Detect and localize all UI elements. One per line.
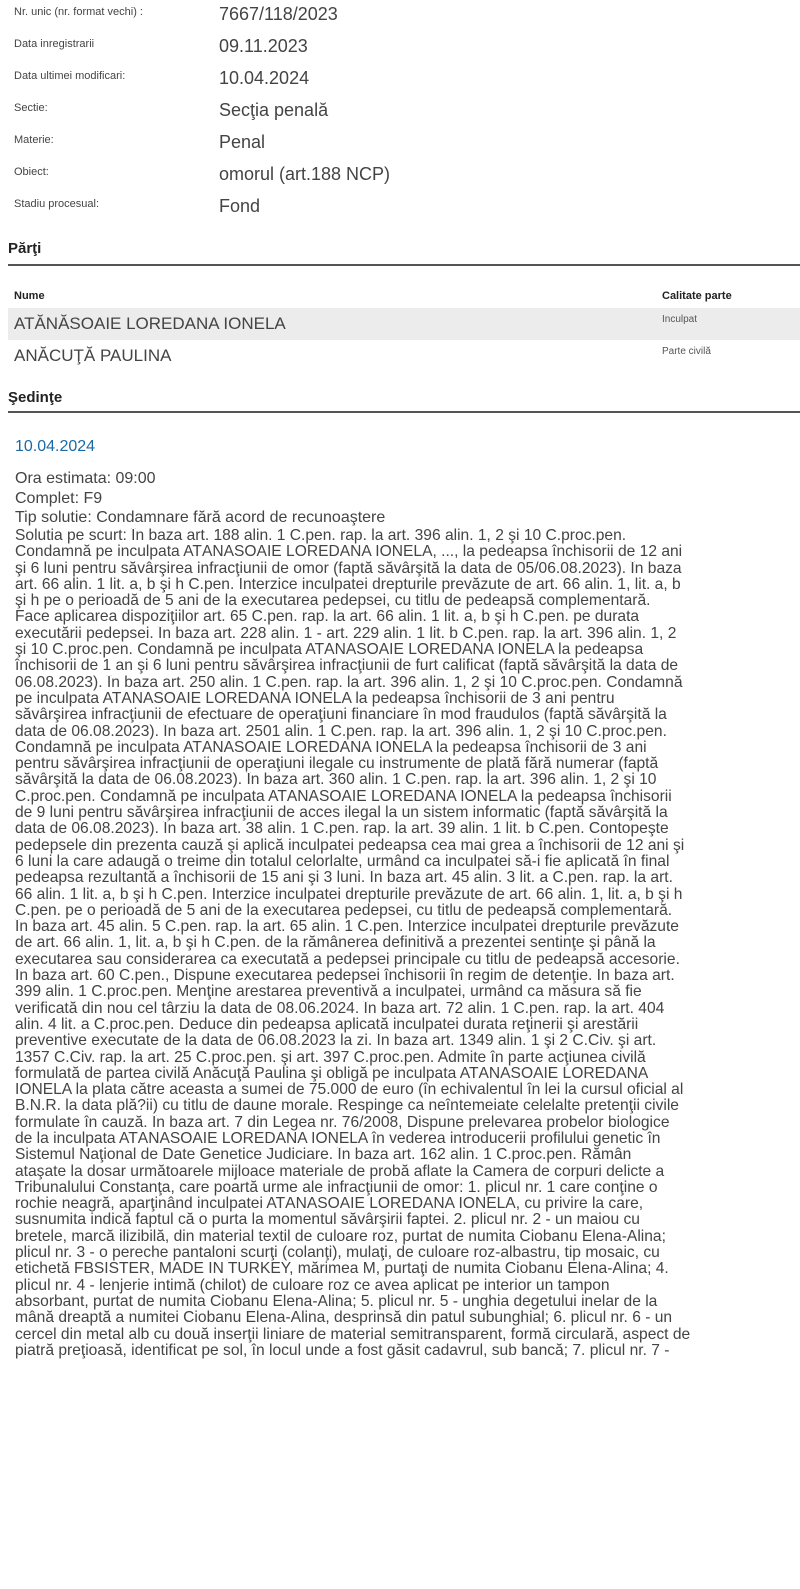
- party-row: [8, 308, 800, 340]
- solution-line: data de 06.08.2023). În baza art. 38 alin. 1 C.pen. rap. la art. 39 alin. 1 lit. b C.pen. Contopeşte: [15, 821, 669, 838]
- solution-line: 399 alin. 1 C.proc.pen. Menţine arestarea preventivă a inculpatei, urmând ca măsura să fie: [15, 984, 642, 1001]
- hearing-time: Ora estimata: 09:00: [15, 470, 156, 487]
- solution-line: Condamnă pe inculpata ATĂNĂSOAIE LOREDANA IONELA la pedeapsa închisorii de 3 ani: [15, 739, 647, 756]
- info-row-last-modified: [0, 64, 800, 96]
- solution-line: piatră preţioasă, identificat pe sol, în locul unde a fost găsit cadavrul, sub bancă; 7. plicul nr. 7 -: [15, 1342, 670, 1359]
- solution-line: pedeapsa rezultantă a închisorii de 15 ani şi 3 luni. În baza art. 45 alin. 3 lit. a C.pen. rap. la art.: [15, 870, 673, 887]
- hearing-solution-text: [15, 528, 800, 1359]
- solution-line: 6 luni la care adaugă o treime din totalul celorlalte, urmând ca inculpatei să-i fie aplicată în final: [15, 853, 670, 870]
- solution-line: plicul nr. 3 - o pereche pantaloni scurţi (colanţi), mulaţi, de culoare roz-albastru, tip mosaic, cu: [15, 1245, 660, 1262]
- solution-line: şi h pe o perioadă de 5 ani de la executarea pedepsei, cu titlu de pedeapsă complementară.: [15, 593, 651, 610]
- solution-line: Face aplicarea dispoziţiilor art. 65 C.pen. rap. la art. 66 alin. 1 lit. a, b şi h C.pen. pe durata: [15, 609, 640, 626]
- solution-line: C.pen. pe o perioadă de 5 ani de la executarea pedepsei, cu titlu de pedeapsă complementară.: [15, 902, 673, 919]
- bottom-fade: [0, 1569, 800, 1589]
- solution-line: de 9 luni pentru săvârşirea infracţiunii de acces ilegal la un sistem informatic (faptă săvârşită la: [15, 805, 668, 822]
- solution-line: Tribunalului Constanţa, care poartă urme ale infracţiunii de omor: 1. plicul nr. 1 care conţine o: [15, 1179, 658, 1196]
- solution-line: săvârşită la data de 06.08.2023). În baza art. 360 alin. 1 C.pen. rap. la art. 396 alin. 1, 2 şi 10: [15, 772, 657, 789]
- solution-line: 66 alin. 1 lit. a, b şi h C.pen. Interzice inculpatei drepturile prevăzute de art. 66 alin. 1, lit. a, b şi h: [15, 886, 683, 903]
- solution-line: rochie neagră, aparţinând inculpatei ATĂNĂSOAIE LOREDANA IONELA, cu privire la care,: [15, 1196, 644, 1213]
- info-value: Secţia penală: [219, 100, 329, 120]
- hearings-divider: [8, 411, 800, 413]
- party-name: ATĂNĂSOAIE LOREDANA IONELA: [14, 314, 286, 333]
- party-role: Parte civilă: [662, 346, 711, 357]
- solution-line: art. 66 alin. 1 lit. a, b şi h C.pen. Interzice inculpatei drepturile prevăzute de art. 66 alin. 1, lit. a, b: [15, 576, 681, 593]
- info-row-section: [0, 96, 800, 128]
- info-row-procedural-stage: [0, 192, 800, 224]
- solution-line: Sistemul Naţional de Date Genetice Judiciare. În baza art. 162 alin. 1 C.proc.pen. Rămân: [15, 1147, 632, 1164]
- hearing-date-link[interactable]: 10.04.2024: [15, 438, 96, 455]
- party-name: ANĂCUŢĂ PAULINA: [14, 346, 172, 365]
- solution-line: formulate în cauză. În baza art. 7 din Legea nr. 76/2008, Dispune prelevarea probelor biologice: [15, 1114, 670, 1131]
- parties-col-role-header: Calitate parte: [662, 290, 732, 302]
- info-label: Data inregistrarii: [14, 38, 95, 50]
- info-label: Stadiu procesual:: [14, 198, 99, 210]
- solution-line: etichetă FBSISTER, MADE IN TURKEY, mărimea M, purtaţi de numita Ciobanu Elena-Alina; 4.: [15, 1261, 669, 1278]
- solution-line: 06.08.2023). În baza art. 250 alin. 1 C.pen. rap. la art. 396 alin. 1, 2 şi 10 C.proc.pen. Condamnă: [15, 674, 683, 691]
- info-row-case-number: [0, 0, 800, 32]
- solution-line: cercel din metal alb cu două inserţii liniare de material semitransparent, formă circulară, aspect de: [15, 1326, 691, 1343]
- info-value: omorul (art.188 NCP): [219, 164, 391, 184]
- party-row: [8, 340, 800, 372]
- solution-line: pentru săvârşirea infracţiunii de operaţiuni ilegale cu instrumente de plată fără numerar (faptă: [15, 756, 659, 773]
- solution-line: pe inculpata ATĂNĂSOAIE LOREDANA IONELA la pedeapsa închisorii de 3 ani pentru: [15, 690, 615, 707]
- info-row-matter: [0, 128, 800, 160]
- parties-section-title: Părţi: [8, 240, 42, 257]
- info-value: Penal: [219, 132, 266, 152]
- solution-line: de la inculpata ATĂNĂSOAIE LOREDANA IONELA în vederea introducerii profilului genetic în: [15, 1130, 661, 1147]
- info-value: 10.04.2024: [219, 68, 310, 88]
- solution-line: alin. 4 lit. a C.proc.pen. Deduce din pedeapsa aplicată inculpatei durata reţinerii şi arestării: [15, 1016, 639, 1033]
- solution-line: plicul nr. 4 - lenjerie intimă (chilot) de culoare roz ce avea aplicat pe interior un tampon: [15, 1277, 610, 1294]
- solution-line: şi 6 luni pentru săvârşirea infracţiunii de omor (faptă săvârşită la data de 05/06.08.2023). În baza: [15, 560, 682, 577]
- solution-line: data de 06.08.2023). În baza art. 2501 alin. 1 C.pen. rap. la art. 396 alin. 1, 2 şi 10 C.proc.pen.: [15, 723, 667, 740]
- info-label: Nr. unic (nr. format vechi) :: [14, 6, 143, 18]
- solution-line: C.proc.pen. Condamnă pe inculpata ATĂNĂSOAIE LOREDANA IONELA la pedeapsa închisorii: [15, 788, 672, 805]
- solution-line: executării pedepsei. În baza art. 228 alin. 1 - art. 229 alin. 1 lit. b C.pen. rap. la art. 396 alin. 1, 2: [15, 625, 677, 642]
- info-label: Sectie:: [14, 102, 48, 114]
- solution-line: ataşate la dosar următoarele mijloace materiale de probă aflate la Camera de corpuri delicte a: [15, 1163, 665, 1180]
- info-row-object: [0, 160, 800, 192]
- solution-line: verificată din nou cel târziu la data de 08.06.2024. În baza art. 72 alin. 1 C.pen. rap. la art. 404: [15, 1000, 665, 1017]
- solution-line: formulată de partea civilă Anăcuţă Paulina şi obligă pe inculpata ATĂNĂSOAIE LOREDANA: [15, 1065, 649, 1082]
- solution-line: Solutia pe scurt: În baza art. 188 alin. 1 C.pen. rap. la art. 396 alin. 1, 2 şi 10 C.proc.pen.: [15, 528, 627, 544]
- solution-line: IONELA la plata către aceasta a sumei de 75.000 de euro (în echivalentul în lei la cursul oficial al: [15, 1082, 684, 1099]
- party-role: Inculpat: [662, 314, 698, 325]
- solution-line: susnumita indică faptul că o purta la momentul săvârşirii faptei. 2. plicul nr. 2 - un maiou cu: [15, 1212, 640, 1229]
- info-label: Materie:: [14, 134, 54, 146]
- solution-line: închisorii de 1 an şi 6 luni pentru săvârşirea infracţiunii de furt calificat (faptă săvârşită la data de: [15, 658, 679, 675]
- hearings-section-title: Şedinţe: [8, 389, 63, 406]
- parties-divider: [8, 264, 800, 266]
- solution-line: 1357 C.Civ. rap. la art. 25 C.proc.pen. şi art. 397 C.proc.pen. Admite în parte acţiunea civilă: [15, 1049, 646, 1066]
- info-row-registration-date: [0, 32, 800, 64]
- solution-line: şi 10 C.proc.pen. Condamnă pe inculpata ATĂNĂSOAIE LOREDANA IONELA la pedeapsa: [15, 642, 644, 659]
- info-label: Data ultimei modificari:: [14, 70, 126, 82]
- solution-line: mână dreaptă a numitei Ciobanu Elena-Alina, desprinsă din patul subunghial; 6. plicul nr. 6 - un: [15, 1310, 673, 1327]
- solution-line: executarea sau considerarea ca executată a pedepsei principale cu titlu de pedeapsă accesorie.: [15, 951, 680, 968]
- parties-col-name-header: Nume: [14, 290, 45, 302]
- hearing-solution-type: Tip solutie: Condamnare fără acord de recunoaştere: [15, 509, 386, 526]
- solution-line: pedepsele din prezenta cauză şi aplică inculpatei pedeapsa cea mai grea a închisorii de 12 ani şi: [15, 837, 685, 854]
- solution-line: Condamnă pe inculpata ATĂNĂSOAIE LOREDANA IONELA, ..., la pedeapsa închisorii de 12 ani: [15, 544, 683, 561]
- solution-line: săvârşirea infracţiunii de efectuare de operaţiuni financiare în mod fraudulos (faptă săvârşită la: [15, 707, 667, 724]
- info-value: Fond: [219, 196, 261, 216]
- solution-line: bretele, marcă ilizibilă, din material textil de culoare roz, purtat de numita Ciobanu Elena-Alina;: [15, 1228, 666, 1245]
- info-value: 09.11.2023: [219, 36, 308, 56]
- info-label: Obiect:: [14, 166, 49, 178]
- solution-line: B.N.R. la data plă?ii) cu titlu de daune morale. Respinge ca neîntemeiate celelalte pretenţii civile: [15, 1098, 679, 1115]
- info-value: 7667/118/2023: [219, 4, 338, 24]
- solution-line: absorbant, purtat de numita Ciobanu Elena-Alina; 5. plicul nr. 5 - unghia degetului inelar de la: [15, 1293, 658, 1310]
- hearing-panel: Complet: F9: [15, 490, 103, 507]
- solution-line: În baza art. 45 alin. 5 C.pen. rap. la art. 65 alin. 1 C.pen. Interzice inculpatei drepturile prevăzute: [15, 919, 679, 936]
- solution-line: de art. 66 alin. 1, lit. a, b şi h C.pen. de la rămânerea definitivă a prezentei sentinţe şi până la: [15, 935, 656, 952]
- solution-line: preventive executate de la data de 06.08.2023 la zi. În baza art. 1349 alin. 1 şi 2 C.Civ. şi art.: [15, 1033, 657, 1050]
- solution-line: În baza art. 60 C.pen., Dispune executarea pedepsei închisorii în regim de detenţie. În baza art.: [15, 968, 675, 985]
